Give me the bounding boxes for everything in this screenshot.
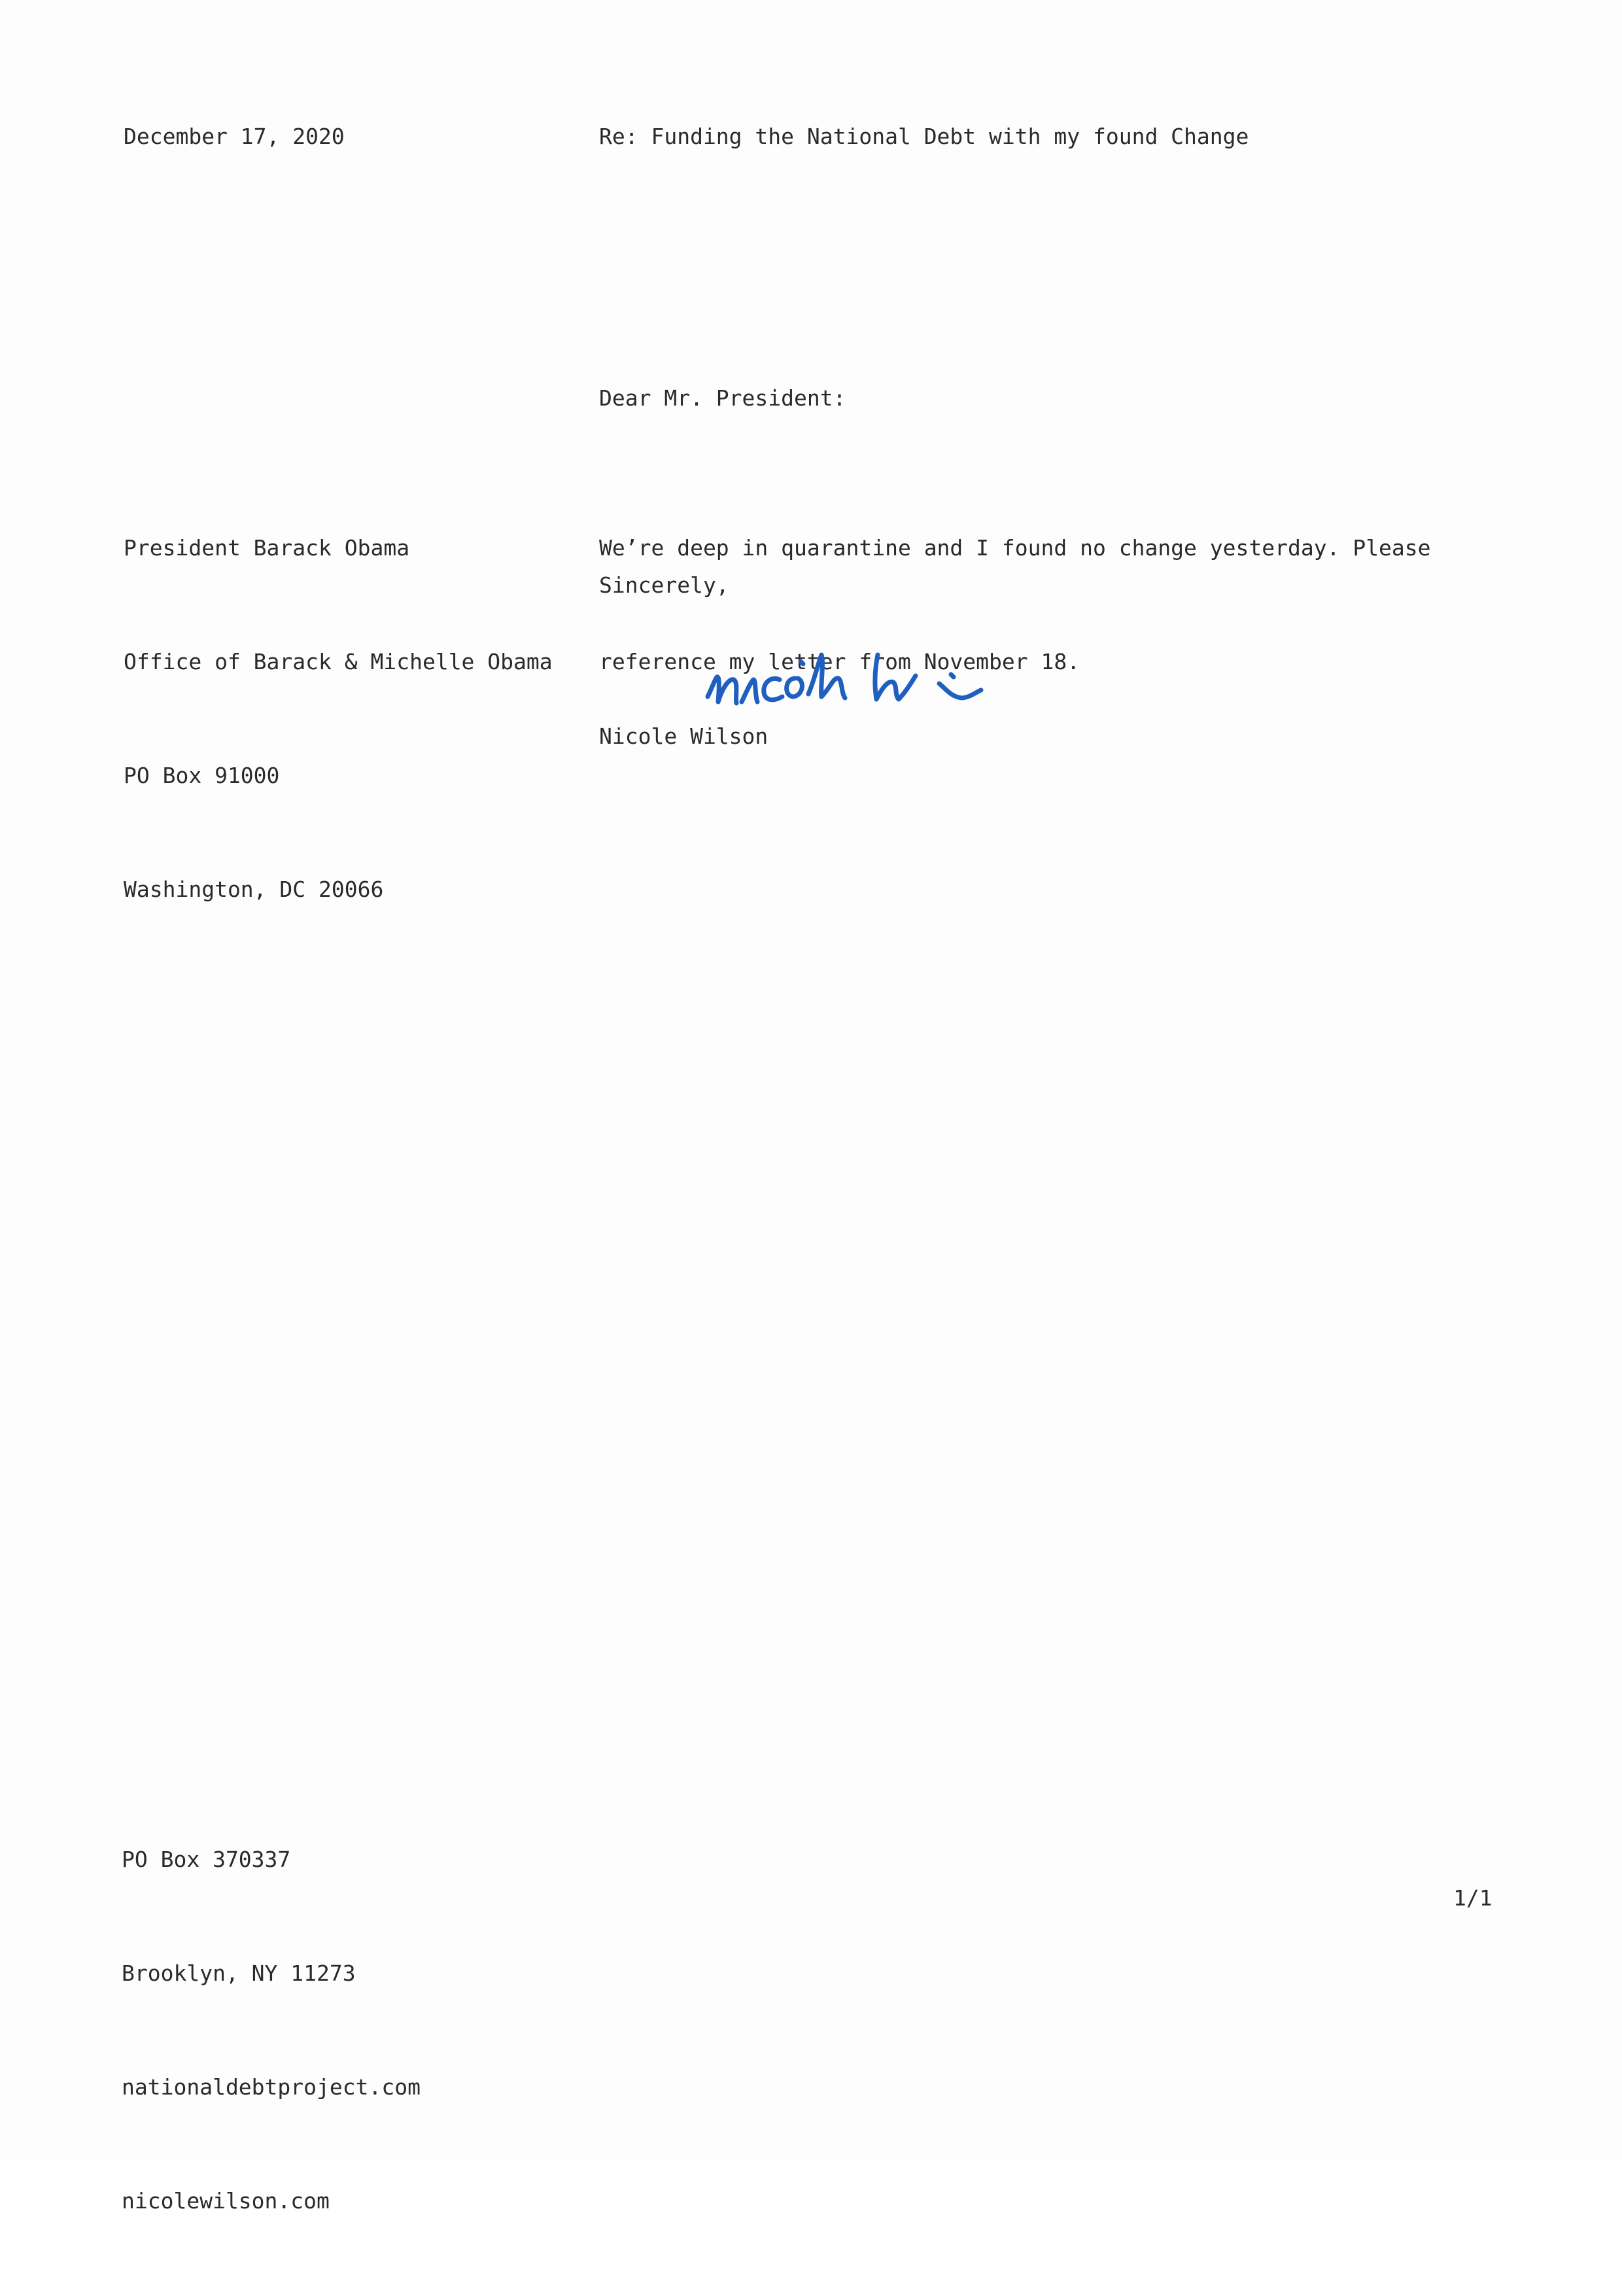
recipient-office: Office of Barack & Michelle Obama [124,649,553,674]
body-line: We’re deep in quarantine and I found no change yesterday. Please [599,535,1431,561]
recipient-address [124,453,553,984]
handwritten-signature [651,599,1017,690]
letter-date: December 17, 2020 [124,124,345,149]
letter-subject: Re: Funding the National Debt with my found Change [599,124,1249,149]
recipient-po-box: PO Box 91000 [124,763,280,788]
sender-address [122,1765,421,2296]
closing: Sincerely, [599,572,729,598]
recipient-city: Washington, DC 20066 [124,877,384,902]
signature-icon [702,636,1069,728]
sender-website: nationaldebtproject.com [122,2074,421,2100]
sender-city: Brooklyn, NY 11273 [122,1960,356,1986]
sender-po-box: PO Box 370337 [122,1847,291,1872]
page-number: 1/1 [1453,1885,1493,1911]
salutation: Dear Mr. President: [599,385,846,411]
sender-website: nicolewilson.com [122,2188,330,2214]
recipient-name: President Barack Obama [124,535,410,561]
signer-name: Nicole Wilson [599,723,768,749]
body-line: reference my letter from November 18. [599,649,1080,674]
